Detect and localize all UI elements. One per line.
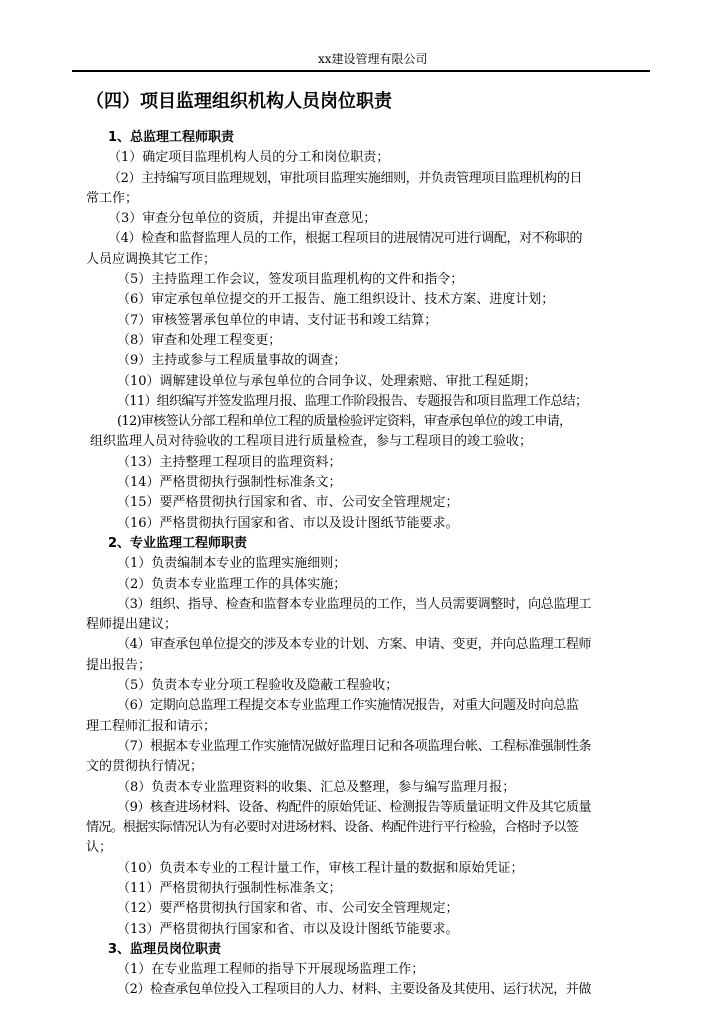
paragraph-line: 文的贯彻执行情况；: [86, 759, 204, 775]
paragraph-line: （9）主持或参与工程质量事故的调查；: [117, 353, 347, 369]
paragraph-line: （11）组织编写并签发监理月报、监理工作阶段报告、专题报告和项目监理工作总结；: [117, 393, 588, 409]
paragraph-line: 理工程师汇报和请示；: [86, 718, 217, 734]
paragraph-line: （7）审核签署承包单位的申请、支付证书和竣工结算；: [117, 312, 438, 328]
paragraph-line: 人员应调换其它工作；: [86, 251, 217, 267]
paragraph-line: （5）主持监理工作会议，签发项目监理机构的文件和指令；: [117, 272, 464, 288]
paragraph-line: （2）负责本专业监理工作的具体实施；: [117, 576, 347, 592]
paragraph-line: （8）审查和处理工程变更；: [117, 332, 282, 348]
paragraph-line: （6）审定承包单位提交的开工报告、施工组织设计、技术方案、进度计划；: [117, 292, 555, 308]
paragraph-line: 情况。根据实际情况认为有必要时对进场材料、设备、构配件进行平行检验，合格时予以签: [86, 820, 579, 836]
paragraph-line: （12）要严格贯彻执行国家和省、市、公司安全管理规定；: [117, 901, 459, 917]
paragraph-line: （14）严格贯彻执行强制性标准条文；: [117, 475, 342, 491]
paragraph-line: （10）调解建设单位与承包单位的合同争议、处理索赔、审批工程延期；: [117, 373, 537, 389]
header-divider: [72, 70, 650, 72]
paragraph-line: （1）确定项目监理机构人员的分工和岗位职责；: [108, 150, 390, 166]
paragraph-line: （16）严格贯彻执行国家和省、市以及设计图纸节能要求。: [117, 515, 459, 531]
section-title: （四）项目监理组织机构人员岗位职责: [86, 91, 392, 112]
paragraph-line: （7）根据本专业监理工作实施情况做好监理日记和各项监理台帐、工程标准强制性条: [117, 738, 592, 754]
subsection-heading-supervisor: 3、监理员岗位职责: [108, 941, 222, 957]
paragraph-line: （1）负责编制本专业的监理实施细则；: [117, 556, 347, 572]
paragraph-line: 组织监理人员对待验收的工程项目进行质量检查，参与工程项目的竣工验收；: [90, 434, 533, 450]
paragraph-line: (12)审核签认分部工程和单位工程的质量检验评定资料，审查承包单位的竣工申请，: [117, 414, 572, 430]
paragraph-line: 常工作；: [86, 190, 139, 206]
paragraph-line: （4）检查和监督监理人员的工作，根据工程项目的进展情况可进行调配，对不称职的: [108, 231, 583, 247]
document-body: [86, 128, 654, 1001]
paragraph-line: （2）检查承包单位投入工程项目的人力、材料、主要设备及其使用、运行状况，并做: [117, 982, 592, 998]
paragraph-line: （13）主持整理工程项目的监理资料；: [117, 454, 342, 470]
subsection-heading-chief-engineer: 1、总监理工程师职责: [108, 130, 235, 145]
paragraph-line: （13）严格贯彻执行国家和省、市以及设计图纸节能要求。: [117, 921, 459, 937]
paragraph-line: （3）审查分包单位的资质，并提出审查意见；: [108, 211, 377, 227]
paragraph-line: （6）定期向总监理工程提交本专业监理工作实施情况报告，对重大问题及时向总监: [117, 698, 579, 714]
paragraph-line: （10）负责本专业的工程计量工作，审核工程计量的数据和原始凭证；: [117, 860, 524, 876]
paragraph-line: 认；: [86, 840, 113, 856]
subsection-heading-specialist-engineer: 2、专业监理工程师职责: [108, 535, 248, 551]
paragraph-line: （11）严格贯彻执行强制性标准条文；: [117, 880, 342, 896]
page-header-company: xx建设管理有限公司: [318, 52, 428, 66]
paragraph-line: （5）负责本专业分项工程验收及隐蔽工程验收；: [117, 678, 399, 694]
paragraph-line: （9）核查进场材料、设备、构配件的原始凭证、检测报告等质量证明文件及其它质量: [117, 799, 592, 815]
paragraph-line: 程师提出建议；: [86, 617, 178, 633]
paragraph-line: （15）要严格贯彻执行国家和省、市、公司安全管理规定；: [117, 495, 459, 511]
paragraph-line: （4）审查承包单位提交的涉及本专业的计划、方案、申请、变更，并向总监理工程师: [117, 637, 592, 653]
paragraph-line: 提出报告；: [86, 657, 152, 673]
paragraph-line: （2）主持编写项目监理规划，审批项目监理实施细则，并负责管理项目监理机构的日: [108, 170, 583, 186]
paragraph-line: （8）负责本专业监理资料的收集、汇总及整理，参与编写监理月报；: [117, 779, 516, 795]
paragraph-line: （3）组织、指导、检查和监督本专业监理员的工作，当人员需要调整时，向总监理工: [117, 596, 592, 612]
paragraph-line: （1）在专业监理工程师的指导下开展现场监理工作；: [117, 962, 425, 978]
